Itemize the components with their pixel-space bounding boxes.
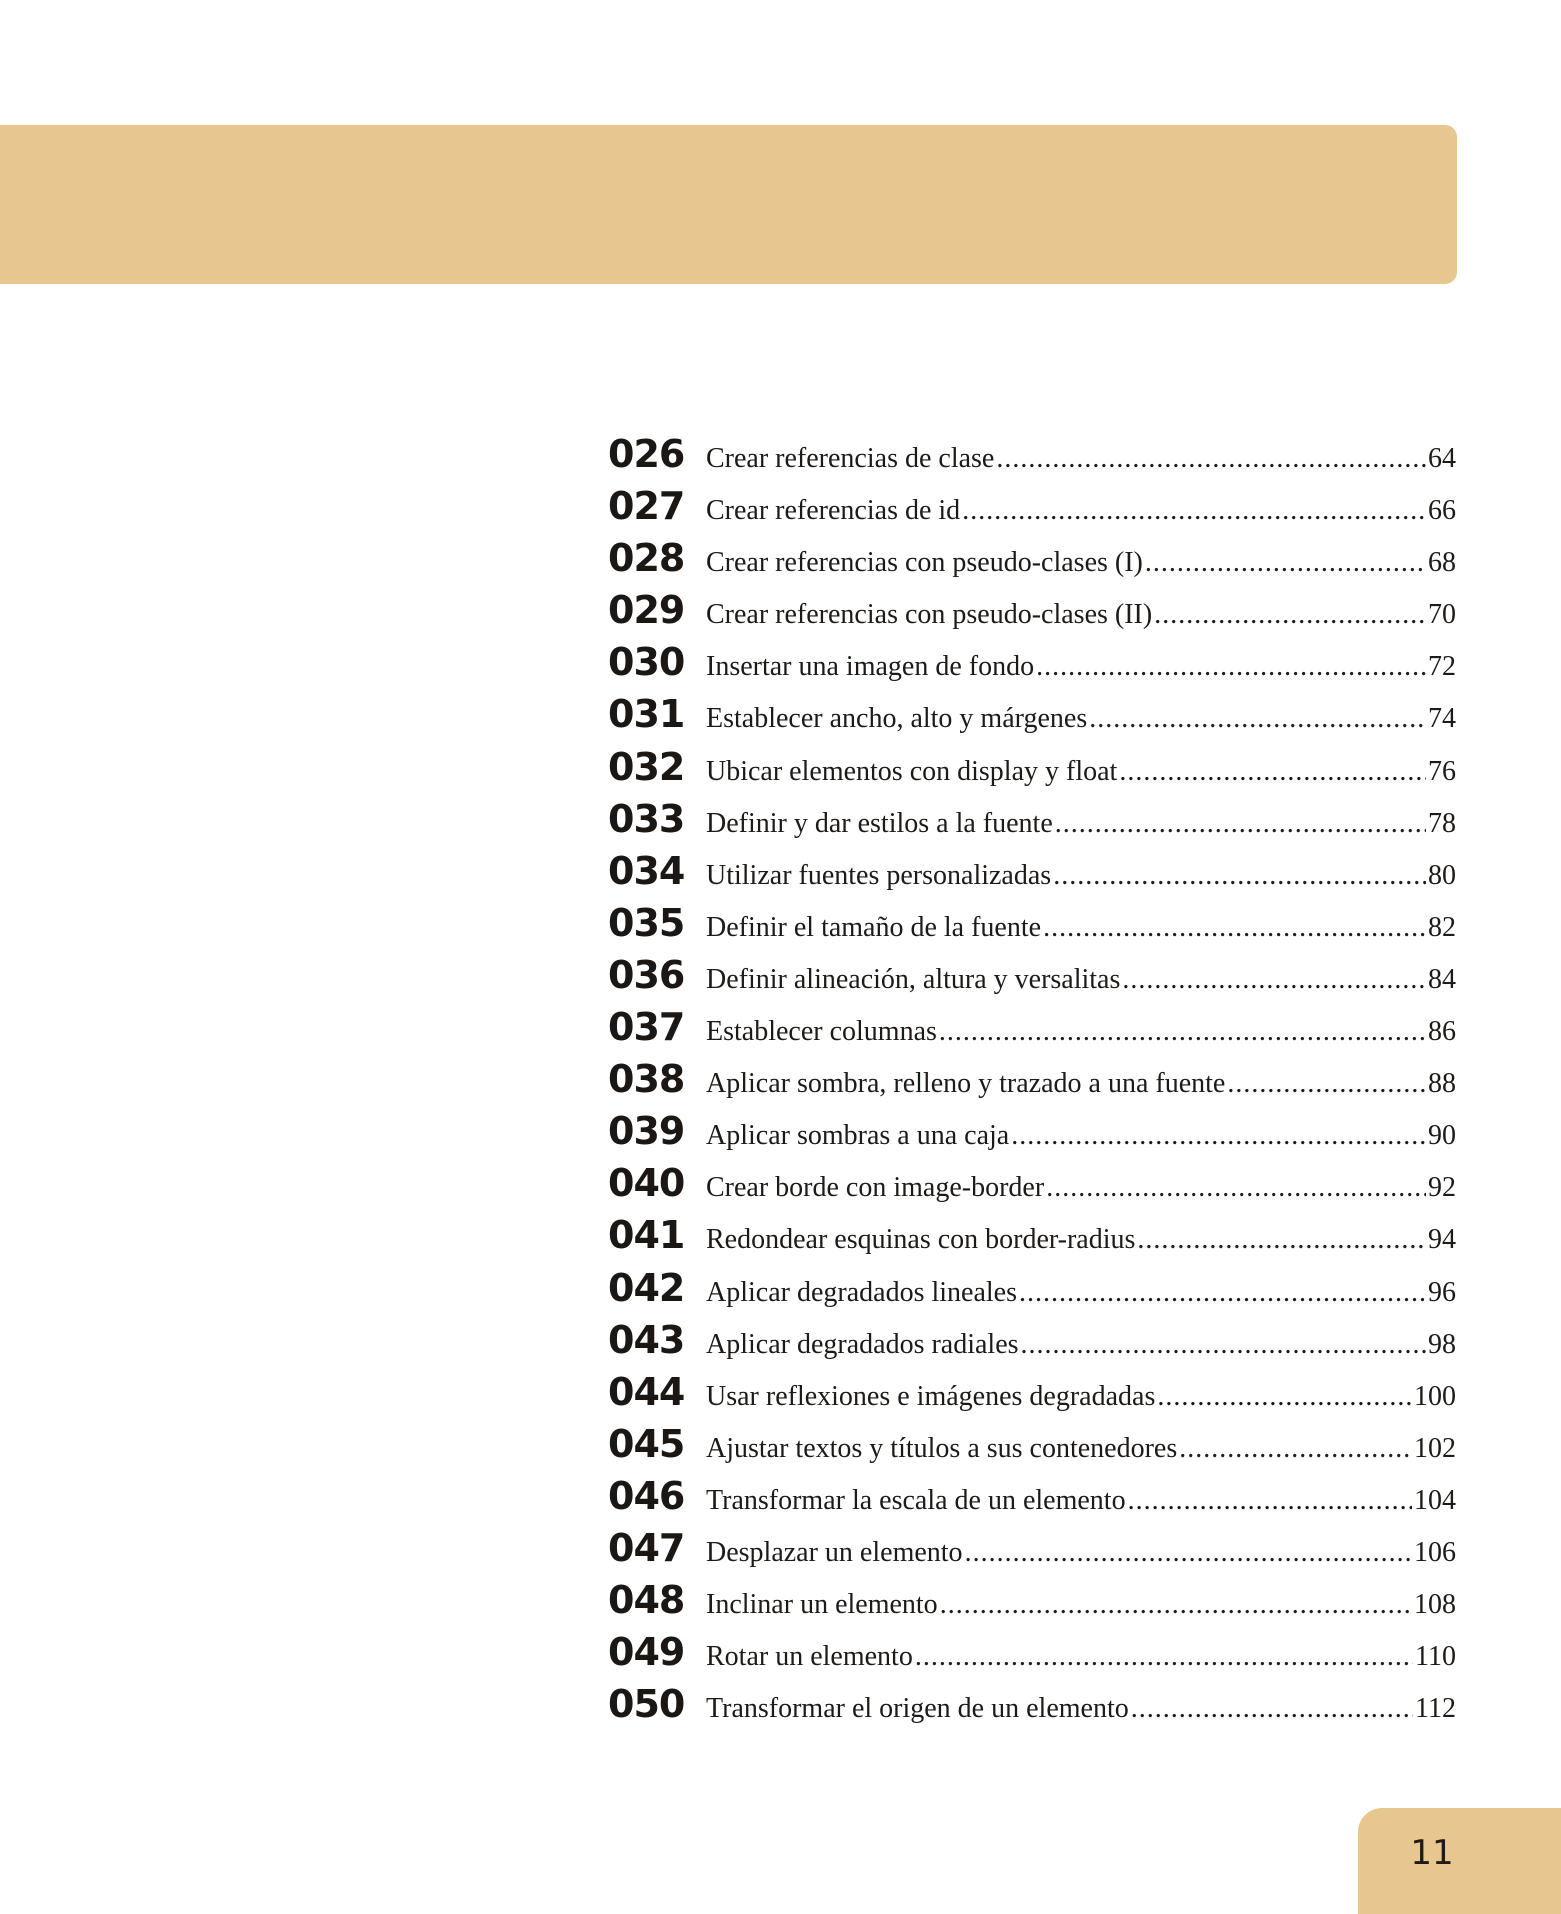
toc-entry-page: 90 — [1428, 1120, 1456, 1152]
toc-dot-leader — [1131, 1683, 1413, 1735]
toc-entry-page: 94 — [1428, 1224, 1456, 1256]
toc-entry-number: 042 — [608, 1265, 685, 1310]
toc-entry-number: 046 — [608, 1473, 685, 1518]
toc-entry — [608, 1626, 1456, 1678]
toc-entry — [608, 1105, 1456, 1157]
toc-entry-number: 049 — [608, 1630, 685, 1675]
toc-entry-number: 040 — [608, 1161, 685, 1206]
toc-entry — [608, 741, 1456, 793]
toc-entry — [608, 1314, 1456, 1366]
toc-entry-title: Definir y dar estilos a la fuente — [706, 807, 1053, 839]
toc-entry — [608, 428, 1456, 480]
toc-entry — [608, 1209, 1456, 1261]
toc-entry-page: 86 — [1428, 1016, 1456, 1048]
toc-entry-number: 045 — [608, 1421, 685, 1466]
toc-entry-page: 110 — [1415, 1641, 1456, 1673]
toc-entry-number: 050 — [608, 1682, 685, 1727]
toc-entry — [608, 480, 1456, 532]
toc-dot-leader — [1154, 589, 1426, 641]
toc-entry — [608, 845, 1456, 897]
toc-entry — [608, 1262, 1456, 1314]
toc-entry-page: 88 — [1428, 1068, 1456, 1100]
toc-entry-number: 029 — [608, 588, 685, 633]
toc-entry-number: 041 — [608, 1213, 685, 1258]
toc-entry-title: Crear referencias de id — [706, 495, 961, 527]
toc-entry — [608, 1001, 1456, 1053]
toc-entry-page: 72 — [1428, 651, 1456, 683]
toc-entry-title: Definir alineación, altura y versalitas — [706, 963, 1121, 995]
toc-dot-leader — [1021, 1319, 1426, 1371]
toc-entry-page: 96 — [1428, 1276, 1456, 1308]
header-band — [0, 125, 1457, 284]
toc-entry-title: Aplicar degradados radiales — [706, 1328, 1019, 1360]
toc-entry-page: 78 — [1428, 807, 1456, 839]
toc-entry-title: Desplazar un elemento — [706, 1536, 963, 1568]
toc-entry-title: Definir el tamaño de la fuente — [706, 911, 1042, 943]
toc-entry-number: 047 — [608, 1525, 685, 1570]
toc-entry-page: 102 — [1414, 1432, 1456, 1464]
toc-dot-leader — [1137, 1214, 1426, 1266]
toc-entry-page: 66 — [1428, 495, 1456, 527]
toc-dot-leader — [1053, 850, 1426, 902]
toc-dot-leader — [1019, 1267, 1426, 1319]
toc-entry-page: 76 — [1428, 755, 1456, 787]
toc-entry-title: Aplicar sombra, relleno y trazado a una fuente — [706, 1068, 1226, 1100]
toc-entry — [608, 1574, 1456, 1626]
toc-entry-title: Crear borde con image-border — [706, 1172, 1045, 1204]
toc-entry — [608, 897, 1456, 949]
toc-entry-title: Establecer ancho, alto y márgenes — [706, 703, 1088, 735]
toc-entry-page: 80 — [1428, 859, 1456, 891]
toc-entry — [608, 532, 1456, 584]
toc-entry — [608, 1366, 1456, 1418]
toc-entry-page: 98 — [1428, 1328, 1456, 1360]
page-number-tab — [1358, 1808, 1561, 1914]
toc-dot-leader — [965, 1527, 1412, 1579]
toc-entry-title: Aplicar sombras a una caja — [706, 1120, 1010, 1152]
toc-dot-leader — [996, 433, 1426, 485]
toc-dot-leader — [1089, 693, 1426, 745]
toc-entry-number: 043 — [608, 1317, 685, 1362]
toc-entry-page: 104 — [1414, 1484, 1456, 1516]
toc-entry-number: 026 — [608, 432, 685, 476]
toc-entry-number: 044 — [608, 1369, 685, 1414]
toc-dot-leader — [1227, 1058, 1426, 1110]
toc-entry — [608, 584, 1456, 636]
toc-dot-leader — [962, 485, 1426, 537]
toc-entry-title: Establecer columnas — [706, 1016, 937, 1048]
toc-entry-page: 84 — [1428, 963, 1456, 995]
toc-dot-leader — [1119, 746, 1426, 798]
toc-dot-leader — [1046, 1162, 1426, 1214]
toc-entry-title: Crear referencias con pseudo-clases (I) — [706, 547, 1143, 579]
toc-entry — [608, 636, 1456, 688]
toc-entry — [608, 1522, 1456, 1574]
toc-dot-leader — [1122, 954, 1426, 1006]
toc-dot-leader — [1128, 1475, 1412, 1527]
toc-dot-leader — [1043, 902, 1426, 954]
page-number: 11 — [1410, 1833, 1454, 1873]
toc-entry-title: Rotar un elemento — [706, 1641, 913, 1673]
toc-entry-number: 038 — [608, 1057, 685, 1102]
toc-entry-number: 039 — [608, 1109, 685, 1154]
toc-dot-leader — [1036, 641, 1426, 693]
toc-dot-leader — [1011, 1110, 1426, 1162]
toc-entry-number: 048 — [608, 1578, 685, 1623]
toc-entry-page: 82 — [1428, 911, 1456, 943]
toc-entry-title: Transformar la escala de un elemento — [706, 1484, 1126, 1516]
toc-entry — [608, 949, 1456, 1001]
toc-entry-number: 035 — [608, 900, 685, 945]
toc-dot-leader — [940, 1579, 1412, 1631]
toc-entry-title: Crear referencias con pseudo-clases (II) — [706, 599, 1153, 631]
toc-entry-page: 100 — [1414, 1380, 1456, 1412]
toc-entry-page: 68 — [1428, 547, 1456, 579]
toc-entry-page: 112 — [1415, 1693, 1456, 1725]
toc-entry-title: Transformar el origen de un elemento — [706, 1693, 1129, 1725]
toc-entry-number: 030 — [608, 640, 685, 685]
toc-entry-page: 74 — [1428, 703, 1456, 735]
table-of-contents — [608, 428, 1456, 1730]
toc-dot-leader — [1055, 798, 1426, 850]
toc-dot-leader — [915, 1631, 1413, 1683]
toc-entry-title: Insertar una imagen de fondo — [706, 651, 1035, 683]
toc-entry-page: 64 — [1428, 443, 1456, 474]
toc-entry-number: 037 — [608, 1005, 685, 1050]
toc-entry-title: Crear referencias de clase — [706, 443, 995, 474]
toc-entry-number: 034 — [608, 848, 685, 893]
toc-entry-title: Inclinar un elemento — [706, 1589, 938, 1621]
toc-entry-title: Aplicar degradados lineales — [706, 1276, 1017, 1308]
toc-entry-page: 108 — [1414, 1589, 1456, 1621]
toc-entry — [608, 1053, 1456, 1105]
toc-entry — [608, 1678, 1456, 1730]
toc-entry-title: Ajustar textos y títulos a sus contenedores — [706, 1432, 1178, 1464]
toc-dot-leader — [939, 1006, 1426, 1058]
toc-entry-number: 033 — [608, 796, 685, 841]
toc-entry-number: 032 — [608, 744, 685, 789]
toc-entry-number: 036 — [608, 952, 685, 997]
toc-entry-page: 106 — [1414, 1536, 1456, 1568]
toc-entry-number: 027 — [608, 484, 685, 529]
toc-entry — [608, 1418, 1456, 1470]
toc-entry-title: Utilizar fuentes personalizadas — [706, 859, 1052, 891]
toc-entry-number: 031 — [608, 692, 685, 737]
toc-entry — [608, 793, 1456, 845]
toc-entry — [608, 688, 1456, 740]
toc-entry-title: Usar reflexiones e imágenes degradadas — [706, 1380, 1156, 1412]
toc-entry — [608, 1157, 1456, 1209]
toc-entry-number: 028 — [608, 536, 685, 581]
toc-dot-leader — [1157, 1371, 1412, 1423]
toc-entry-title: Redondear esquinas con border-radius — [706, 1224, 1136, 1256]
toc-entry-page: 70 — [1428, 599, 1456, 631]
toc-entry-page: 92 — [1428, 1172, 1456, 1204]
toc-dot-leader — [1145, 537, 1426, 589]
toc-entry — [608, 1470, 1456, 1522]
toc-dot-leader — [1179, 1423, 1412, 1475]
toc-entry-title: Ubicar elementos con display y float — [706, 755, 1118, 787]
